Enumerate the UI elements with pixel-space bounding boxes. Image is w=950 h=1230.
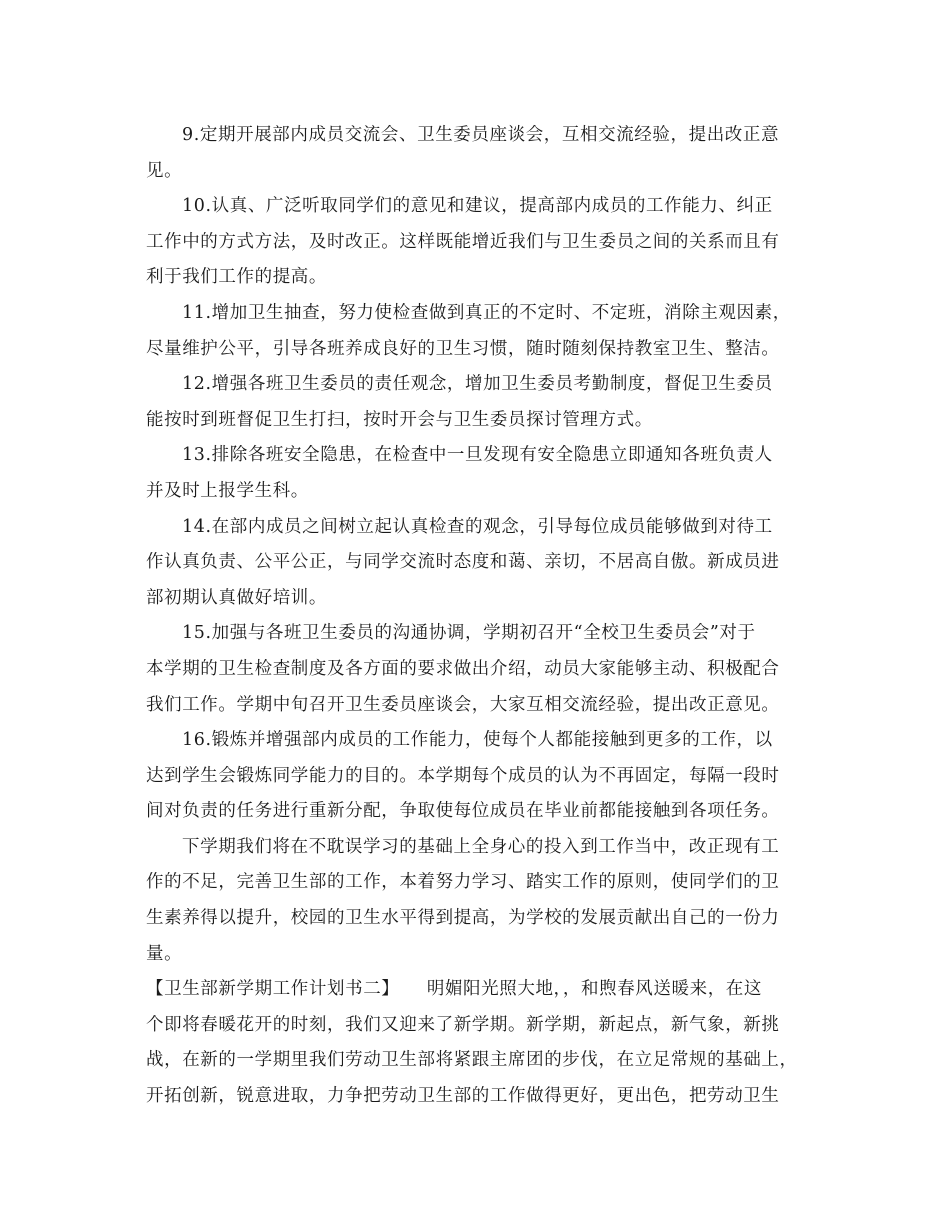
text-line: 作认真负责、公平公正，与同学交流时态度和蔼、亲切，不居高自傲。新成员进 — [146, 552, 780, 573]
text-line: 利于我们工作的提高。 — [146, 267, 327, 288]
text-line: 13.排除各班安全隐患，在检查中一旦发现有安全隐患立即通知各班负责人 — [182, 445, 773, 466]
text-line: 工作中的方式方法，及时改正。这样既能增近我们与卫生委员之间的关系而且有 — [146, 231, 780, 252]
text-line: 9.定期开展部内成员交流会、卫生委员座谈会，互相交流经验，提出改正意 — [182, 125, 780, 145]
text-line: 作的不足，完善卫生部的工作，本着努力学习、踏实工作的原则，使同学们的卫 — [146, 872, 780, 893]
text-line: 个即将春暖花开的时刻，我们又迎来了新学期。新学期，新起点，新气象，新挑 — [146, 1014, 780, 1035]
text-line: 14.在部内成员之间树立起认真检查的观念，引导每位成员能够做到对待工 — [182, 516, 773, 537]
text-line: 战，在新的一学期里我们劳动卫生部将紧跟主席团的步伐，在立足常规的基础上， — [146, 1050, 798, 1071]
text-line: 下学期我们将在不耽误学习的基础上全身心的投入到工作当中，改正现有工 — [182, 836, 780, 857]
text-line: 我们工作。学期中旬召开卫生委员座谈会，大家互相交流经验，提出改正意见。 — [146, 694, 780, 715]
text-line: 12.增强各班卫生委员的责任观念，增加卫生委员考勤制度，督促卫生委员 — [182, 374, 773, 395]
text-line: 10.认真、广泛听取同学们的意见和建议，提高部内成员的工作能力、纠正 — [182, 196, 773, 217]
text-line: 并及时上报学生科。 — [146, 480, 309, 501]
document-body — [146, 118, 816, 1115]
text-line: 间对负责的任务进行重新分配，争取使每位成员在毕业前都能接触到各项任务。 — [146, 801, 780, 822]
text-line: 11.增加卫生抽查，努力使检查做到真正的不定时、不定班，消除主观因素， — [182, 302, 791, 323]
text-line: 16.锻炼并增强部内成员的工作能力，使每个人都能接触到更多的工作，以 — [182, 730, 773, 751]
text-line: 【卫生部新学期工作计划书二】 明媚阳光照大地，，和煦春风送暖来，在这 — [146, 979, 762, 1000]
text-line: 能按时到班督促卫生打扫，按时开会与卫生委员探讨管理方式。 — [146, 409, 653, 430]
text-line: 部初期认真做好培训。 — [146, 587, 327, 608]
text-line: 达到学生会锻炼同学能力的目的。本学期每个成员的认为不再固定，每隔一段时 — [146, 765, 780, 786]
text-line: 尽量维护公平，引导各班养成良好的卫生习惯，随时随刻保持教室卫生、整洁。 — [146, 338, 780, 359]
text-line: 15.加强与各班卫生委员的沟通协调，学期初召开“全校卫生委员会”对于 — [182, 623, 756, 644]
text-line: 量。 — [146, 943, 183, 964]
text-line: 生素养得以提升，校园的卫生水平得到提高，为学校的发展贡献出自己的一份力 — [146, 908, 780, 929]
text-line: 见。 — [146, 160, 183, 181]
text-line: 开拓创新，锐意进取，力争把劳动卫生部的工作做得更好，更出色，把劳动卫生 — [146, 1086, 780, 1107]
text-line: 本学期的卫生检查制度及各方面的要求做出介绍，动员大家能够主动、积极配合 — [146, 658, 780, 679]
